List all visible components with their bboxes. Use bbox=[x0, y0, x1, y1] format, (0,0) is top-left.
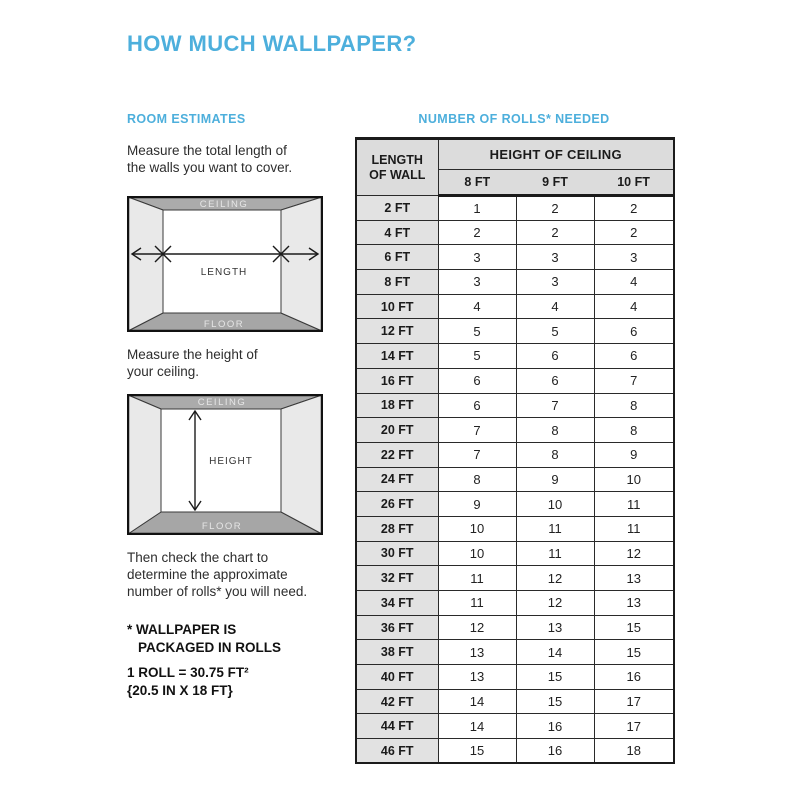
roll-size-info bbox=[127, 664, 249, 700]
table-header-row-1 bbox=[356, 139, 674, 170]
wallpaper-rolls-footnote bbox=[127, 621, 281, 657]
table-row bbox=[356, 541, 674, 566]
rolls-count-cell: 10 bbox=[516, 492, 594, 517]
table-row bbox=[356, 566, 674, 591]
rolls-count-cell: 11 bbox=[516, 541, 594, 566]
rolls-count-cell: 12 bbox=[516, 566, 594, 591]
roll-dimensions: {20.5 IN X 18 FT} bbox=[127, 683, 233, 698]
wall-length-label: 36 FT bbox=[356, 615, 438, 640]
wall-length-label: 24 FT bbox=[356, 467, 438, 492]
rolls-count-cell: 8 bbox=[594, 393, 674, 418]
rolls-count-cell: 3 bbox=[438, 270, 516, 295]
rolls-count-cell: 16 bbox=[594, 665, 674, 690]
rolls-count-cell: 4 bbox=[516, 294, 594, 319]
length-of-wall-header bbox=[356, 139, 438, 196]
rolls-count-cell: 8 bbox=[594, 418, 674, 443]
wall-length-label: 8 FT bbox=[356, 270, 438, 295]
rolls-count-cell: 11 bbox=[438, 591, 516, 616]
column-header-10ft: 10 FT bbox=[594, 170, 674, 196]
rolls-count-cell: 11 bbox=[516, 516, 594, 541]
wall-length-label: 40 FT bbox=[356, 665, 438, 690]
rolls-count-cell: 2 bbox=[516, 196, 594, 221]
right-wall-surface bbox=[281, 197, 322, 331]
rolls-count-cell: 6 bbox=[594, 319, 674, 344]
rolls-count-cell: 3 bbox=[438, 245, 516, 270]
wall-length-label: 20 FT bbox=[356, 418, 438, 443]
step3-line1: Then check the chart to bbox=[127, 550, 269, 565]
rolls-count-cell: 14 bbox=[438, 689, 516, 714]
rolls-count-cell: 6 bbox=[516, 344, 594, 369]
rolls-count-cell: 13 bbox=[594, 566, 674, 591]
rolls-count-cell: 15 bbox=[594, 615, 674, 640]
rolls-count-cell: 12 bbox=[594, 541, 674, 566]
rolls-count-cell: 6 bbox=[438, 368, 516, 393]
rolls-count-cell: 6 bbox=[594, 344, 674, 369]
rolls-count-cell: 18 bbox=[594, 739, 674, 764]
wall-length-label: 46 FT bbox=[356, 739, 438, 764]
wall-length-label: 42 FT bbox=[356, 689, 438, 714]
rolls-count-cell: 7 bbox=[594, 368, 674, 393]
rolls-count-cell: 3 bbox=[516, 245, 594, 270]
rolls-count-cell: 9 bbox=[438, 492, 516, 517]
table-body bbox=[356, 196, 674, 764]
table-row bbox=[356, 196, 674, 221]
step2-line2: your ceiling. bbox=[127, 364, 200, 379]
wall-length-label: 22 FT bbox=[356, 442, 438, 467]
step1-line1: Measure the total length of bbox=[127, 143, 287, 158]
step2-instruction bbox=[127, 346, 258, 380]
wall-length-label: 44 FT bbox=[356, 714, 438, 739]
table-row bbox=[356, 368, 674, 393]
rolls-count-cell: 16 bbox=[516, 739, 594, 764]
page-title: HOW MUCH WALLPAPER? bbox=[127, 31, 417, 56]
wall-length-label: 30 FT bbox=[356, 541, 438, 566]
room-estimates-heading: ROOM ESTIMATES bbox=[127, 112, 246, 126]
rolls-count-cell: 3 bbox=[516, 270, 594, 295]
table-row bbox=[356, 418, 674, 443]
table-row bbox=[356, 615, 674, 640]
rolls-count-cell: 13 bbox=[516, 615, 594, 640]
rolls-count-cell: 5 bbox=[438, 319, 516, 344]
height-of-ceiling-header: HEIGHT OF CEILING bbox=[438, 139, 674, 170]
rolls-count-cell: 7 bbox=[516, 393, 594, 418]
rolls-count-cell: 13 bbox=[438, 665, 516, 690]
rolls-count-cell: 1 bbox=[438, 196, 516, 221]
length-dimension-label: LENGTH bbox=[200, 267, 248, 278]
rolls-count-cell: 11 bbox=[438, 566, 516, 591]
table-row bbox=[356, 319, 674, 344]
table-row bbox=[356, 294, 674, 319]
table-row bbox=[356, 344, 674, 369]
step3-instruction bbox=[127, 549, 307, 600]
rolls-count-cell: 9 bbox=[516, 467, 594, 492]
length-header-line1: LENGTH bbox=[371, 152, 423, 167]
floor-label: FLOOR bbox=[201, 521, 243, 532]
table-row bbox=[356, 516, 674, 541]
rolls-count-cell: 15 bbox=[438, 739, 516, 764]
footnote-line1: * WALLPAPER IS bbox=[127, 622, 237, 637]
rolls-count-cell: 4 bbox=[594, 270, 674, 295]
wall-length-label: 14 FT bbox=[356, 344, 438, 369]
table-row bbox=[356, 591, 674, 616]
wall-length-label: 10 FT bbox=[356, 294, 438, 319]
column-header-8ft: 8 FT bbox=[438, 170, 516, 196]
rolls-count-cell: 17 bbox=[594, 689, 674, 714]
table-row bbox=[356, 220, 674, 245]
wall-length-label: 32 FT bbox=[356, 566, 438, 591]
rolls-count-cell: 10 bbox=[438, 541, 516, 566]
table-row bbox=[356, 640, 674, 665]
rolls-count-cell: 7 bbox=[438, 442, 516, 467]
rolls-count-cell: 4 bbox=[594, 294, 674, 319]
step3-line3: number of rolls* you will need. bbox=[127, 584, 308, 599]
rolls-count-cell: 5 bbox=[516, 319, 594, 344]
wall-length-label: 4 FT bbox=[356, 220, 438, 245]
rolls-count-cell: 11 bbox=[594, 516, 674, 541]
rolls-count-cell: 12 bbox=[516, 591, 594, 616]
rolls-count-cell: 16 bbox=[516, 714, 594, 739]
rolls-count-cell: 5 bbox=[438, 344, 516, 369]
footnote-line2: PACKAGED IN ROLLS bbox=[138, 640, 282, 655]
rolls-needed-heading: NUMBER OF ROLLS* NEEDED bbox=[418, 112, 610, 126]
rolls-count-cell: 15 bbox=[594, 640, 674, 665]
left-wall-surface bbox=[128, 197, 163, 331]
table-row bbox=[356, 270, 674, 295]
rolls-count-cell: 11 bbox=[594, 492, 674, 517]
left-wall-surface bbox=[128, 395, 161, 534]
rolls-count-cell: 12 bbox=[438, 615, 516, 640]
roll-formula: 1 ROLL = 30.75 FT² bbox=[127, 665, 249, 680]
rolls-count-cell: 3 bbox=[594, 245, 674, 270]
rolls-count-cell: 15 bbox=[516, 665, 594, 690]
rolls-count-cell: 7 bbox=[438, 418, 516, 443]
rolls-count-cell: 8 bbox=[516, 418, 594, 443]
rolls-count-cell: 2 bbox=[594, 220, 674, 245]
step1-line2: the walls you want to cover. bbox=[127, 160, 293, 175]
column-header-9ft: 9 FT bbox=[516, 170, 594, 196]
rolls-count-cell: 13 bbox=[594, 591, 674, 616]
rolls-count-cell: 10 bbox=[594, 467, 674, 492]
table-row bbox=[356, 665, 674, 690]
table-row bbox=[356, 492, 674, 517]
room-length-diagram-svg bbox=[127, 196, 323, 332]
rolls-count-cell: 9 bbox=[594, 442, 674, 467]
height-dimension-label: HEIGHT bbox=[209, 456, 253, 467]
room-length-diagram bbox=[127, 196, 323, 337]
table-row bbox=[356, 689, 674, 714]
rolls-count-cell: 8 bbox=[438, 467, 516, 492]
rolls-count-cell: 6 bbox=[438, 393, 516, 418]
floor-label: FLOOR bbox=[203, 319, 245, 330]
step1-instruction bbox=[127, 142, 292, 176]
wall-length-label: 28 FT bbox=[356, 516, 438, 541]
table-row bbox=[356, 739, 674, 764]
wall-length-label: 38 FT bbox=[356, 640, 438, 665]
rolls-count-cell: 6 bbox=[516, 368, 594, 393]
rolls-count-cell: 13 bbox=[438, 640, 516, 665]
wall-length-label: 6 FT bbox=[356, 245, 438, 270]
length-header-line2: OF WALL bbox=[369, 167, 426, 182]
rolls-count-cell: 15 bbox=[516, 689, 594, 714]
table-row bbox=[356, 714, 674, 739]
room-height-diagram bbox=[127, 394, 323, 540]
room-height-diagram-svg bbox=[127, 394, 323, 535]
rolls-count-cell: 2 bbox=[438, 220, 516, 245]
wall-length-label: 26 FT bbox=[356, 492, 438, 517]
table-row bbox=[356, 245, 674, 270]
wall-length-label: 16 FT bbox=[356, 368, 438, 393]
wall-length-label: 12 FT bbox=[356, 319, 438, 344]
step2-line1: Measure the height of bbox=[127, 347, 258, 362]
rolls-count-cell: 14 bbox=[438, 714, 516, 739]
rolls-count-cell: 8 bbox=[516, 442, 594, 467]
ceiling-label: CEILING bbox=[197, 397, 247, 408]
rolls-count-cell: 17 bbox=[594, 714, 674, 739]
rolls-table-container bbox=[355, 137, 675, 764]
back-wall-surface bbox=[163, 210, 281, 313]
wall-length-label: 18 FT bbox=[356, 393, 438, 418]
rolls-count-cell: 14 bbox=[516, 640, 594, 665]
rolls-count-cell: 10 bbox=[438, 516, 516, 541]
table-row bbox=[356, 393, 674, 418]
rolls-table bbox=[355, 137, 675, 764]
ceiling-label: CEILING bbox=[199, 199, 249, 210]
table-row bbox=[356, 442, 674, 467]
step3-line2: determine the approximate bbox=[127, 567, 288, 582]
rolls-count-cell: 4 bbox=[438, 294, 516, 319]
rolls-count-cell: 2 bbox=[594, 196, 674, 221]
wall-length-label: 2 FT bbox=[356, 196, 438, 221]
rolls-count-cell: 2 bbox=[516, 220, 594, 245]
table-row bbox=[356, 467, 674, 492]
wall-length-label: 34 FT bbox=[356, 591, 438, 616]
right-wall-surface bbox=[281, 395, 322, 534]
